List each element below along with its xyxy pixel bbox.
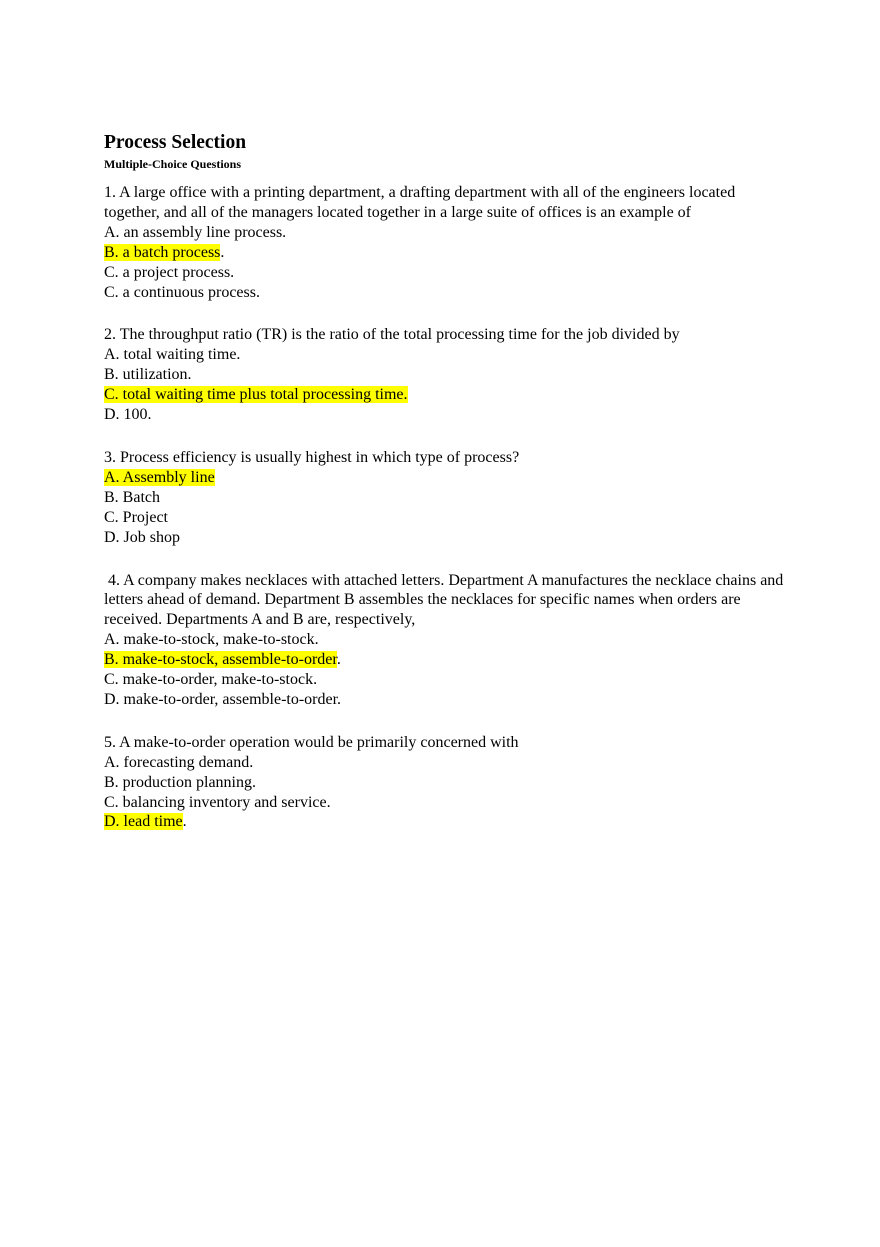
question-3 — [104, 448, 794, 548]
question-stem: 4. A company makes necklaces with attached letters. Department A manufactures the necklace chains and letters ahead of demand. Department B assembles the necklaces for specific names when orders are received. Departments A and B are, respectively, — [104, 571, 784, 629]
option-a: A. forecasting demand. — [104, 753, 254, 771]
option-b: B. production planning. — [104, 773, 256, 791]
highlighted-answer: B. a batch process — [104, 243, 221, 261]
option-a: A. an assembly line process. — [104, 223, 287, 241]
answer-punctuation: . — [336, 651, 341, 669]
document-page — [104, 130, 794, 832]
highlighted-answer: C. total waiting time plus total processing time. — [104, 386, 408, 404]
highlighted-answer: B. make-to-stock, assemble-to-order — [104, 651, 337, 669]
option-d: C. a continuous process. — [104, 283, 260, 301]
option-b-answer — [104, 243, 794, 263]
question-stem: 5. A make-to-order operation would be primarily concerned with — [104, 733, 519, 751]
option-d-answer — [104, 812, 794, 832]
option-b-answer — [104, 650, 794, 670]
answer-punctuation: . — [220, 243, 225, 261]
option-c: C. make-to-order, make-to-stock. — [104, 671, 318, 689]
option-c-answer — [104, 385, 794, 405]
option-c: C. a project process. — [104, 263, 235, 281]
question-1 — [104, 183, 794, 302]
option-d: D. make-to-order, assemble-to-order. — [104, 690, 342, 708]
option-a: A. total waiting time. — [104, 346, 241, 364]
question-2 — [104, 325, 794, 425]
question-stem: 1. A large office with a printing department, a drafting department with all of the engineers located together, and all of the managers located together in a large suite of offices is an example of — [104, 184, 736, 221]
highlighted-answer: A. Assembly line — [104, 468, 215, 486]
option-c: C. balancing inventory and service. — [104, 793, 331, 811]
option-d: D. Job shop — [104, 528, 181, 546]
option-a: A. make-to-stock, make-to-stock. — [104, 631, 319, 649]
question-stem: 3. Process efficiency is usually highest in which type of process? — [104, 448, 520, 466]
question-5 — [104, 733, 794, 833]
highlighted-answer: D. lead time — [104, 813, 183, 831]
option-b: B. Batch — [104, 488, 160, 506]
option-d: D. 100. — [104, 406, 152, 424]
option-b: B. utilization. — [104, 366, 192, 384]
option-c: C. Project — [104, 508, 168, 526]
question-stem: 2. The throughput ratio (TR) is the ratio of the total processing time for the job divided by — [104, 326, 680, 344]
page-title: Process Selection — [104, 132, 247, 153]
option-a-answer — [104, 468, 794, 488]
page-subtitle: Multiple-Choice Questions — [104, 157, 241, 171]
question-4 — [104, 571, 794, 710]
answer-punctuation: . — [182, 813, 187, 831]
